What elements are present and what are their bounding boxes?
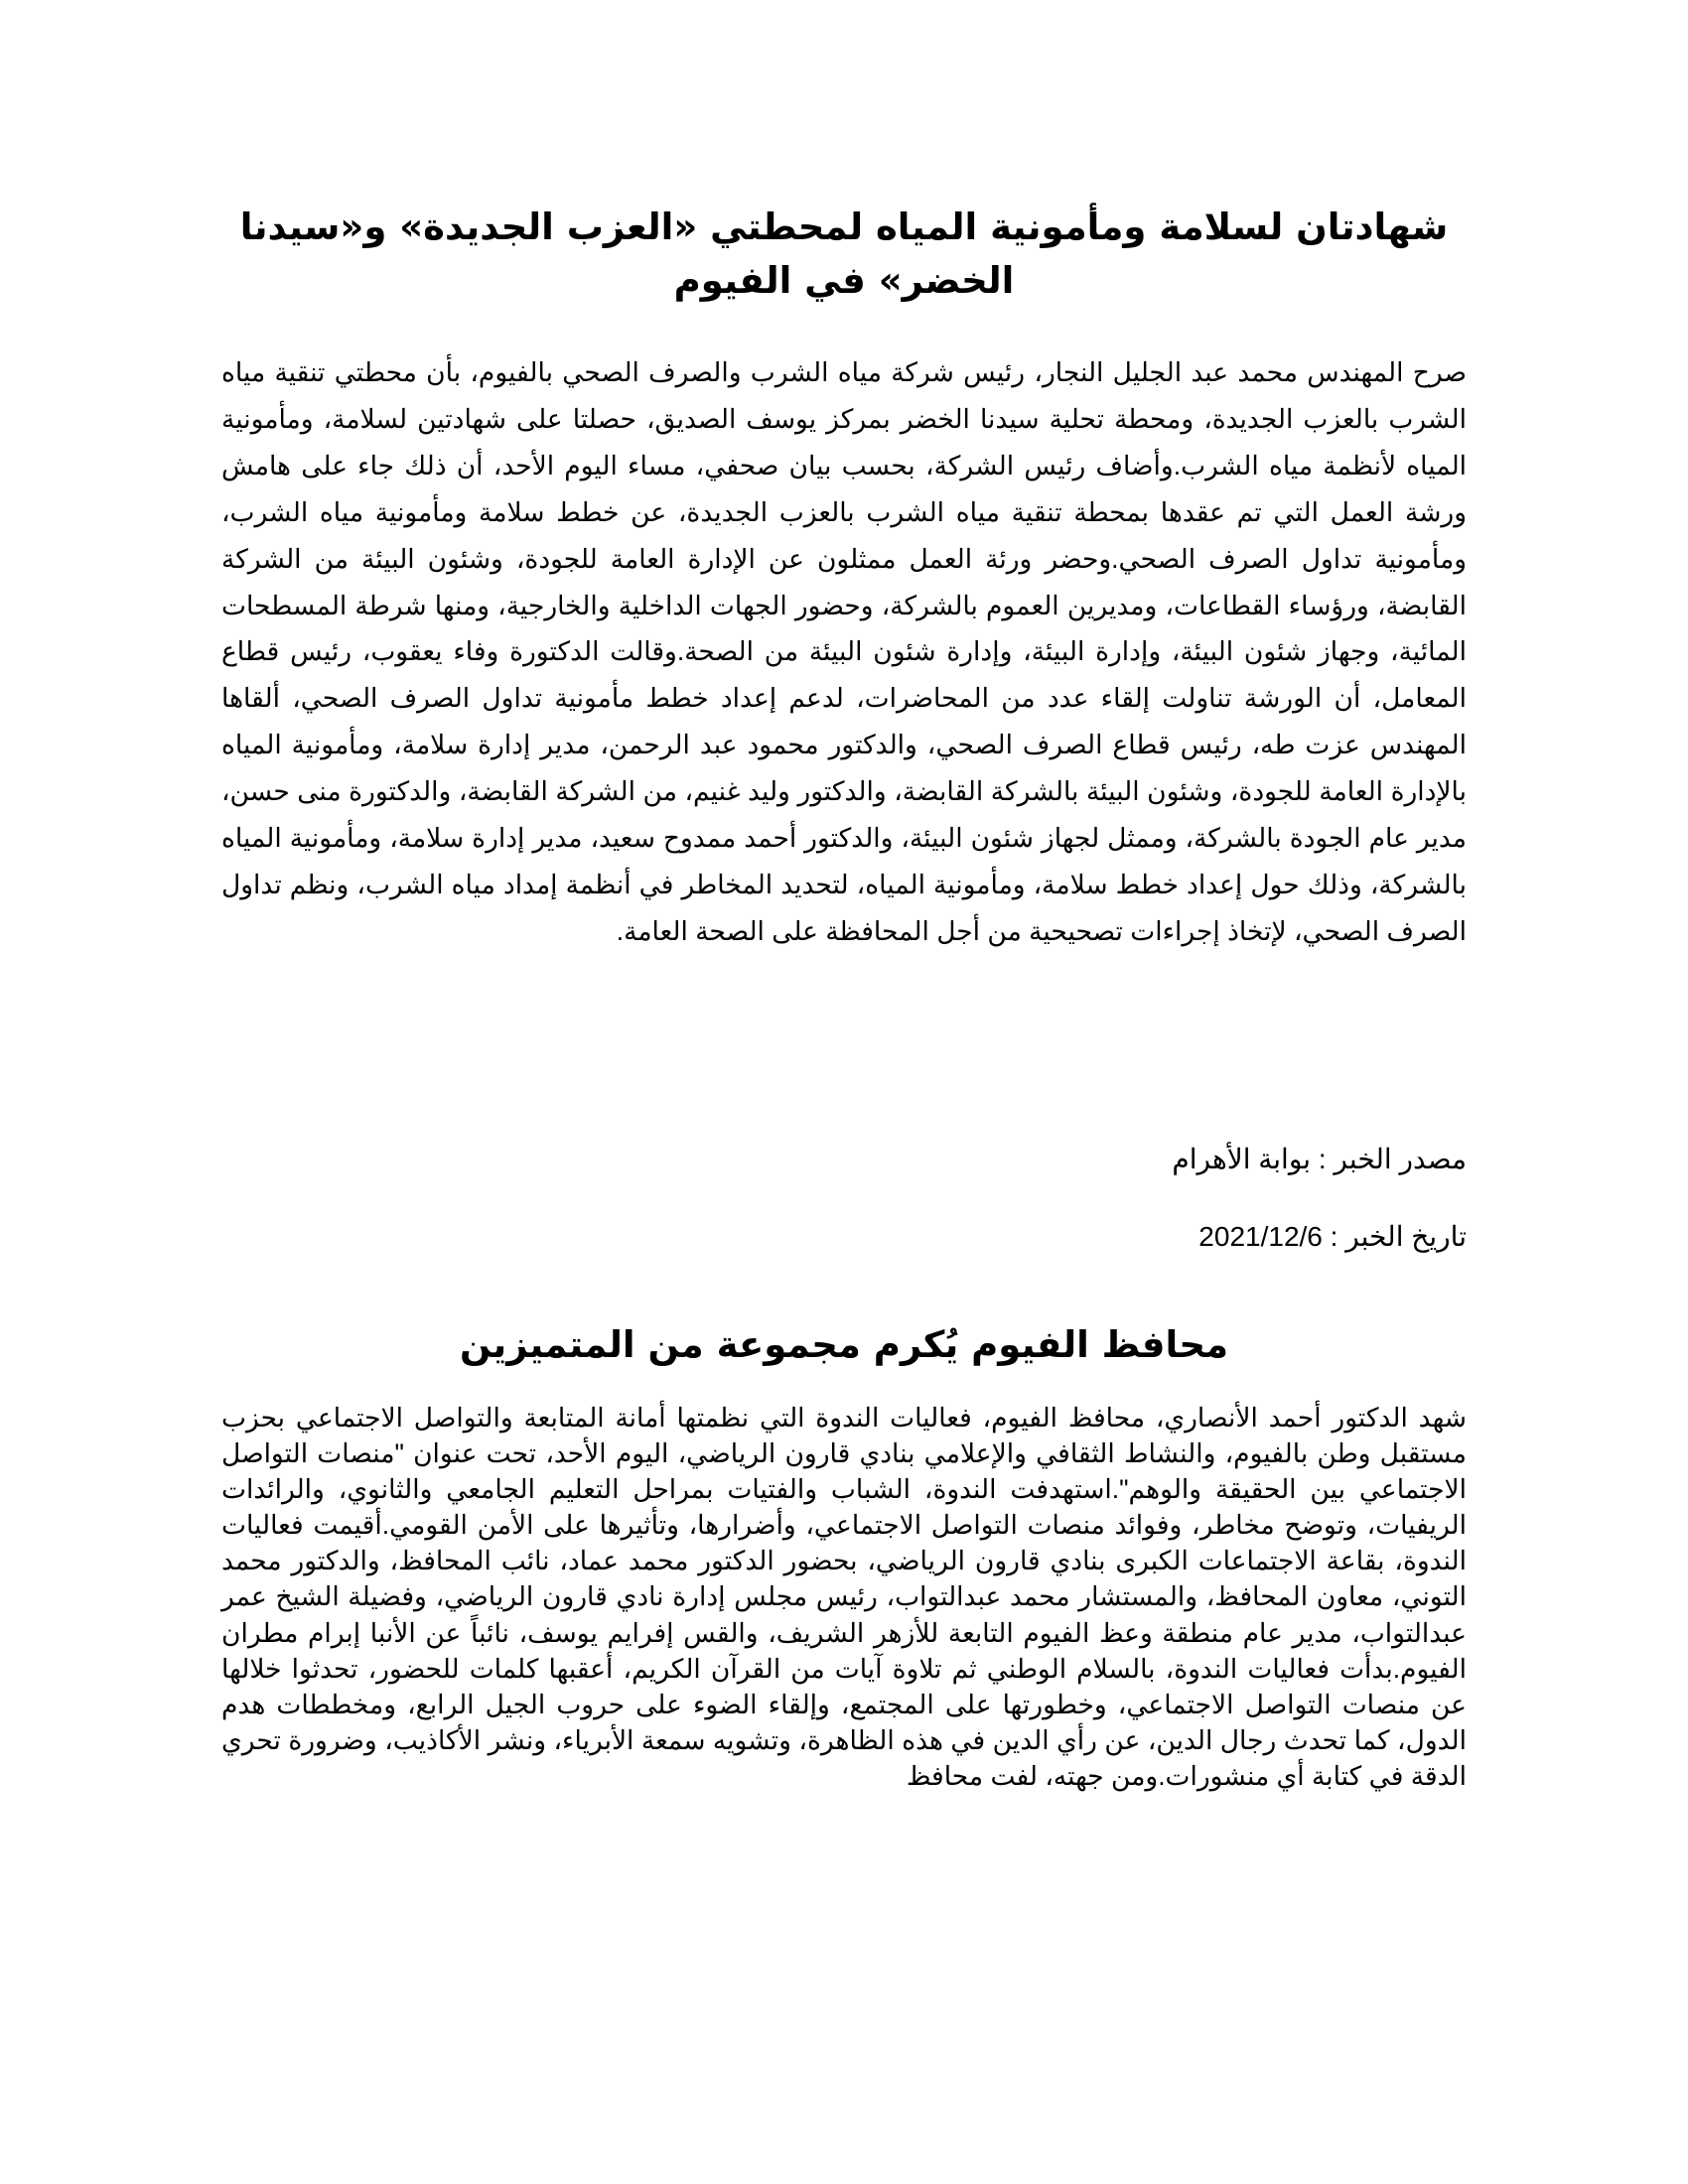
article-2-headline: محافظ الفيوم يُكرم مجموعة من المتميزين	[460, 1323, 1228, 1366]
article-1-date: تاريخ الخبر : 2021/12/6	[1198, 1221, 1467, 1252]
article-1-body-block	[221, 349, 1467, 955]
article-2-headline-block	[221, 1318, 1467, 1372]
article-1-source: مصدر الخبر : بوابة الأهرام	[1172, 1144, 1467, 1174]
article-2-body-block	[221, 1400, 1467, 1794]
article-1-body: صرح المهندس محمد عبد الجليل النجار، رئيس شركة مياه الشرب والصرف الصحي بالفيوم، بأن محطتي تنقية مياه الشرب بالعزب الجديدة، ومحطة تحلية سيدنا الخضر بمركز يوسف الصديق، حصلتا على شهادتين لسلامة، ومأمونية المياه لأنظمة مياه الشرب.وأضاف رئيس الشركة، بحسب بيان صحفي، مساء اليوم الأحد، أن ذلك جاء على هامش ورشة العمل التي تم عقدها بمحطة تنقية مياه الشرب بالعزب الجديدة، عن خطط سلامة ومأمونية مياه الشرب، ومأمونية تداول الصرف الصحي.وحضر ورئة العمل ممثلون عن الإدارة العامة للجودة، وشئون البيئة من الشركة القابضة، ورؤساء القطاعات، ومديرين العموم بالشركة، وحضور الجهات الداخلية والخارجية، ومنها شرطة المسطحات المائية، وجهاز شئون البيئة، وإدارة البيئة، وإدارة شئون البيئة من الصحة.وقالت الدكتورة وفاء يعقوب، رئيس قطاع المعامل، أن الورشة تناولت إلقاء عدد من المحاضرات، لدعم إعداد خطط مأمونية تداول الصرف الصحي، ألقاها المهندس عزت طه، رئيس قطاع الصرف الصحي، والدكتور محمود عبد الرحمن، مدير إدارة سلامة، ومأمونية المياه بالإدارة العامة للجودة، وشئون البيئة بالشركة القابضة، والدكتور وليد غنيم، من الشركة القابضة، والدكتورة منى حسن، مدير عام الجودة بالشركة، وممثل لجهاز شئون البيئة، والدكتور أحمد ممدوح سعيد، مدير إدارة سلامة، ومأمونية المياه بالشركة، وذلك حول إعداد خطط سلامة، ومأمونية المياه، لتحديد المخاطر في أنظمة إمداد مياه الشرب، ونظم تداول الصرف الصحي، لإتخاذ إجراءات تصحيحية من أجل المحافظة على الصحة العامة.	[221, 357, 1467, 946]
article-2-body: شهد الدكتور أحمد الأنصاري، محافظ الفيوم، فعاليات الندوة التي نظمتها أمانة المتابعة والتواصل الاجتماعي بحزب مستقبل وطن بالفيوم، والنشاط الثقافي والإعلامي بنادي قارون الرياضي، اليوم الأحد، تحت عنوان "منصات التواصل الاجتماعي بين الحقيقة والوهم".استهدفت الندوة، الشباب والفتيات بمراحل التعليم الجامعي والثانوي، والرائدات الريفيات، وتوضح مخاطر، وفوائد منصات التواصل الاجتماعي، وأضرارها، وتأثيرها على الأمن القومي.أقيمت فعاليات الندوة، بقاعة الاجتماعات الكبرى بنادي قارون الرياضي، بحضور الدكتور محمد عماد، نائب المحافظ، والدكتور محمد التوني، معاون المحافظ، والمستشار محمد عبدالتواب، رئيس مجلس إدارة نادي قارون الرياضي، وفضيلة الشيخ عمر عبدالتواب، مدير عام منطقة وعظ الفيوم التابعة للأزهر الشريف، والقس إفرايم يوسف، نائباً عن الأنبا إبرام مطران الفيوم.بدأت فعاليات الندوة، بالسلام الوطني ثم تلاوة آيات من القرآن الكريم، أعقبها كلمات للحضور، تحدثوا خلالها عن منصات التواصل الاجتماعي، وخطورتها على المجتمع، وإلقاء الضوء على حروب الجيل الرابع، ومخططات هدم الدول، كما تحدث رجال الدين، عن رأي الدين في هذه الظاهرة، وتشويه سمعة الأبرياء، ونشر الأكاذيب، وضرورة تحري الدقة في كتابة أي منشورات.ومن جهته، لفت محافظ	[221, 1403, 1467, 1791]
article-1-headline-block	[221, 201, 1467, 308]
article-1-source-block	[221, 1140, 1467, 1179]
article-1-headline: شهادتان لسلامة ومأمونية المياه لمحطتي «العزب الجديدة» و«سيدنا الخضر» في الفيوم	[239, 205, 1449, 302]
article-1-date-block	[221, 1217, 1467, 1257]
